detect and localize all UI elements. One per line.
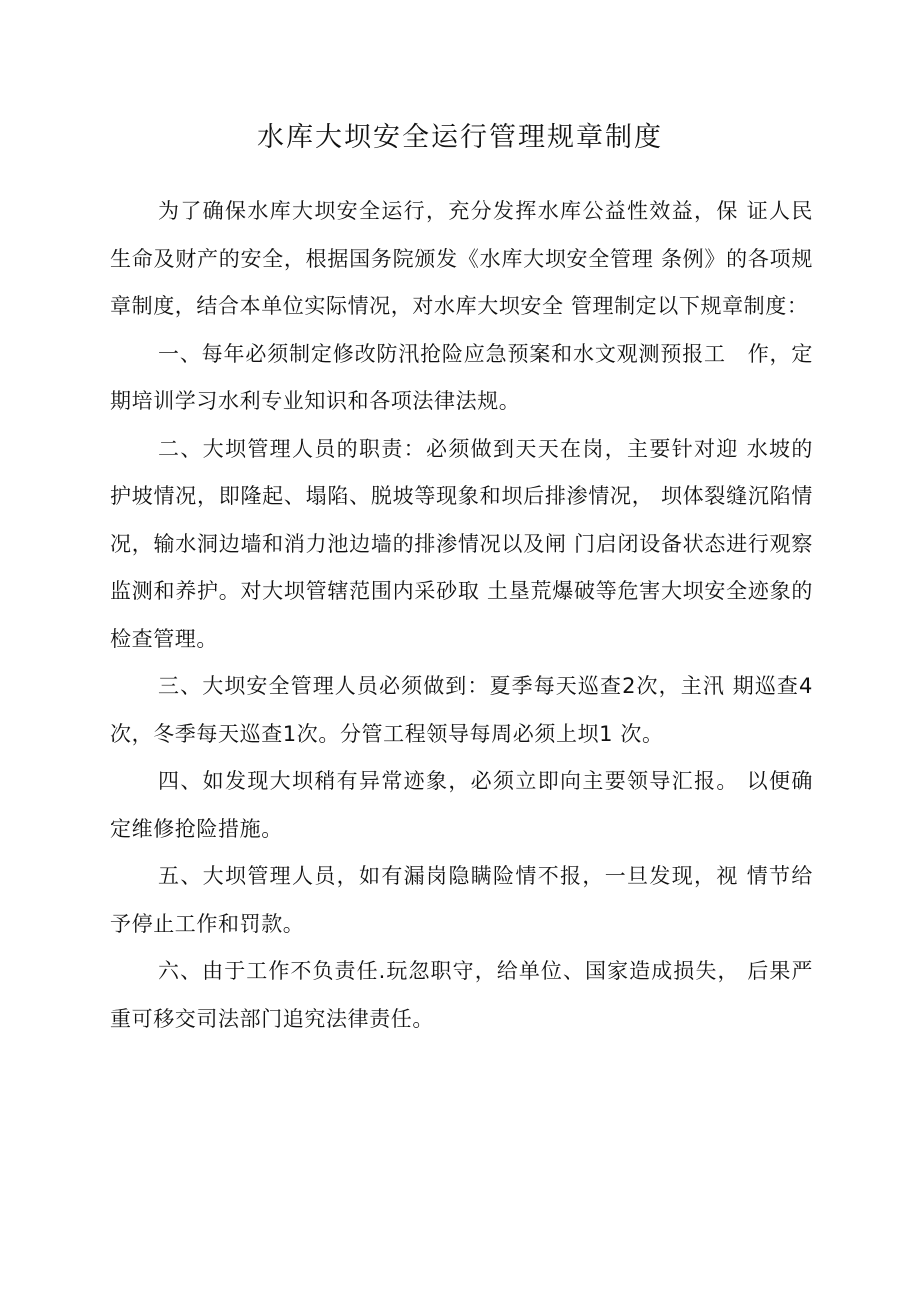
paragraph-rule-1: 一、每年必须制定修改防汛抢险应急预案和水文观测预报工 作，定期培训学习水利专业知识和各项法律法规。	[110, 341, 813, 413]
paragraph-rule-3: 三、大坝安全管理人员必须做到：夏季每天巡查2次，主汛 期巡查4次，冬季每天巡查1次。分管工程领导每周必须上坝1 次。	[110, 674, 813, 746]
document-title: 水库大坝安全运行管理规章制度	[257, 122, 663, 153]
paragraph-intro: 为了确保水库大坝安全运行，充分发挥水库公益性效益，保 证人民生命及财产的安全，根据国务院颁发《水库大坝安全管理 条例》的各项规章制度，结合本单位实际情况，对水库大坝安全 管理制定以下规章制度：	[110, 199, 813, 318]
paragraph-rule-4: 四、如发现大坝稍有异常迹象，必须立即向主要领导汇报。 以便确定维修抢险措施。	[110, 769, 813, 841]
document-body	[110, 188, 813, 1043]
paragraph-rule-5: 五、大坝管理人员，如有漏岗隐瞒险情不报，一旦发现，视 情节给予停止工作和罚款。	[110, 864, 813, 936]
paragraph-rule-2: 二、大坝管理人员的职责：必须做到天天在岗，主要针对迎 水坡的护坡情况，即隆起、塌陷、脱坡等现象和坝后排渗情况， 坝体裂缝沉陷情况，输水洞边墙和消力池边墙的排渗情况以及闸 门启闭设备状态进行观察监测和养护。对大坝管辖范围内采砂取 土垦荒爆破等危害大坝安全迹象的检查管理。	[110, 436, 813, 651]
paragraph-rule-6: 六、由于工作不负责任.玩忽职守，给单位、国家造成损失， 后果严重可移交司法部门追究法律责任。	[110, 959, 813, 1031]
